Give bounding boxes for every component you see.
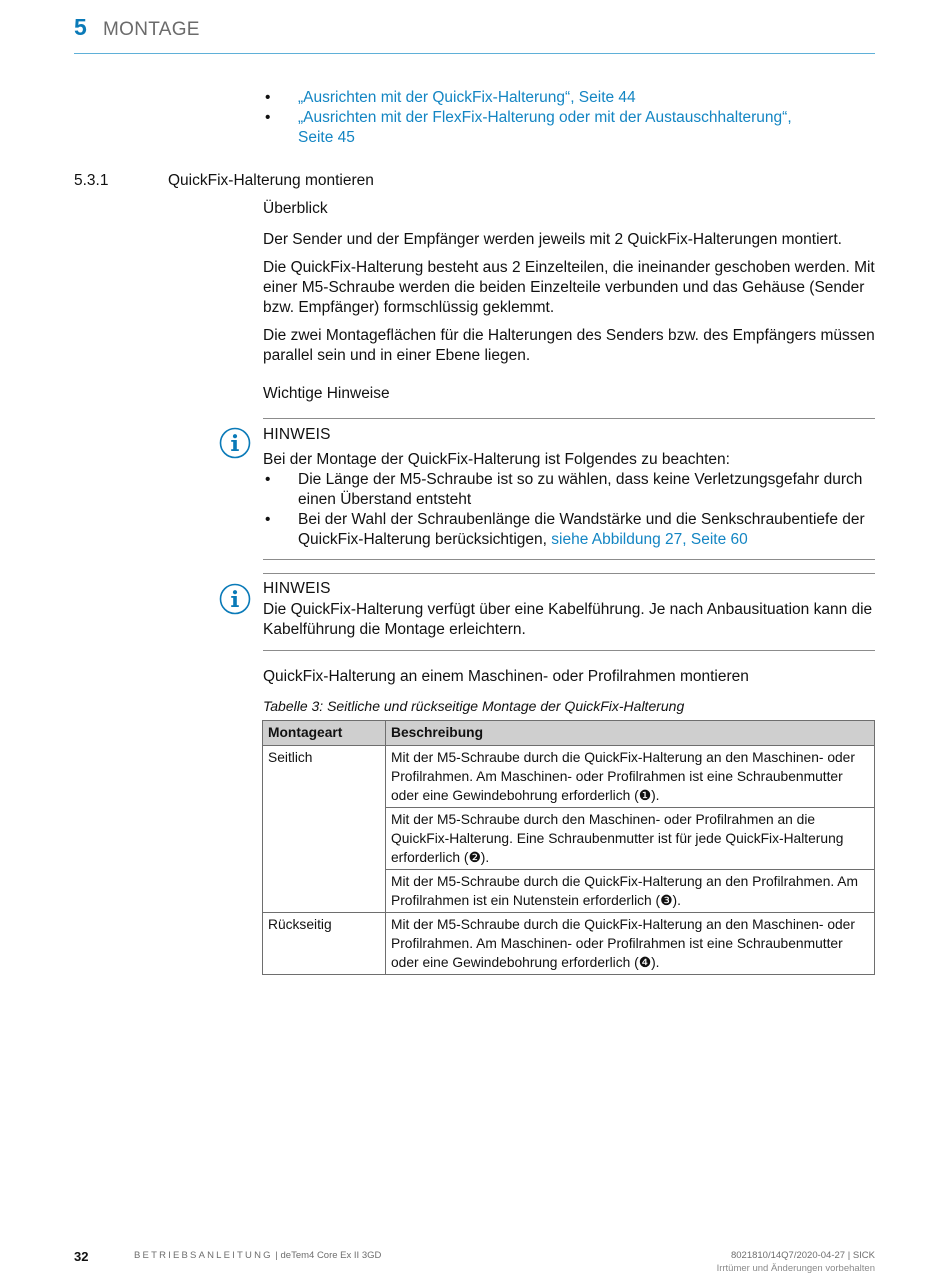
table-row: [263, 913, 875, 975]
info-icon: [219, 583, 251, 615]
notice-bottom-rule: [263, 559, 875, 560]
table-header-row: [263, 721, 875, 746]
notice-text: Die QuickFix-Halterung verfügt über eine Kabelführung. Je nach Anbausituation kann die Kabelführung die Montage erleichtern.: [263, 601, 873, 638]
paragraph: Die QuickFix-Halterung besteht aus 2 Einzelteilen, die ineinander geschoben werden. Mit einer M5-Schraube werden die beiden Einzelteile verbunden und das Gehäuse (Sender bzw. Empfänger) formschlüssig geklemmt.: [263, 259, 875, 316]
table-cell-description: Mit der M5-Schraube durch die QuickFix-Halterung an den Maschinen- oder Profilrahmen. Am Maschinen- oder Profilrahmen ist eine Schraubenmutter oder eine Gewindebohrung erforderlich (❹).: [386, 913, 875, 975]
footer-document-title: [134, 1250, 381, 1261]
chapter-number: 5: [74, 14, 87, 40]
notice-top-rule: [263, 573, 875, 574]
notice-title: HINWEIS: [263, 426, 331, 443]
table-cell-description: Mit der M5-Schraube durch den Maschinen- oder Profilrahmen an die QuickFix-Halterung. Eine Schraubenmutter ist für jede QuickFix-Halterung erforderlich (❷).: [386, 808, 875, 870]
column-header: Beschreibung: [386, 721, 875, 746]
table-cell-mounting-type: Seitlich: [263, 746, 386, 913]
footer-product: | deTem4 Core Ex II 3GD: [272, 1250, 382, 1261]
notice-list: [263, 470, 875, 550]
overview-heading: Überblick: [263, 200, 328, 217]
link-text: „Ausrichten mit der FlexFix-Halterung oder mit der Austauschhalterung“,: [298, 109, 792, 126]
footer-doc-type: BETRIEBSANLEITUNG: [134, 1250, 273, 1261]
notice-bottom-rule: [263, 650, 875, 651]
bullet: •: [265, 89, 271, 106]
section-number: 5.3.1: [74, 172, 109, 189]
info-icon: [219, 427, 251, 459]
notice-intro: Bei der Montage der QuickFix-Halterung ist Folgendes zu beachten:: [263, 451, 730, 468]
link-flexfix-alignment[interactable]: [298, 109, 792, 146]
header-divider: [74, 53, 875, 54]
footer-document-id: 8021810/14Q7/2020-04-27 | SICK: [730, 1250, 875, 1261]
cross-reference-list: [263, 88, 875, 148]
link-quickfix-alignment[interactable]: „Ausrichten mit der QuickFix-Halterung“, Seite 44: [298, 89, 636, 106]
bullet: •: [265, 471, 271, 488]
mounting-table: [262, 720, 875, 975]
list-item-text: Bei der Wahl der Schraubenlänge die Wandstärke und die Senkschraubentiefe der QuickFix-Halterung berücksichtigen,: [298, 511, 865, 548]
table-cell-description: Mit der M5-Schraube durch die QuickFix-Halterung an den Profilrahmen. Am Profilrahmen ist ein Nutenstein erforderlich (❸).: [386, 870, 875, 913]
table-cell-description: Mit der M5-Schraube durch die QuickFix-Halterung an den Maschinen- oder Profilrahmen. Am Maschinen- oder Profilrahmen ist eine Schraubenmutter oder eine Gewindebohrung erforderlich (❶).: [386, 746, 875, 808]
bullet: •: [265, 109, 271, 126]
mounting-heading: QuickFix-Halterung an einem Maschinen- oder Profilrahmen montieren: [263, 668, 749, 685]
page-number: 32: [74, 1249, 89, 1264]
list-item: [263, 470, 875, 510]
bullet: •: [265, 511, 271, 528]
important-notes-heading: Wichtige Hinweise: [263, 385, 390, 402]
list-item: [263, 108, 875, 148]
list-item: [263, 88, 875, 108]
footer-disclaimer: Irrtümer und Änderungen vorbehalten: [716, 1263, 875, 1274]
column-header: Montageart: [263, 721, 386, 746]
link-text: Seite 45: [298, 129, 355, 146]
notice-title: HINWEIS: [263, 580, 331, 597]
link-figure-27[interactable]: siehe Abbildung 27, Seite 60: [551, 531, 748, 548]
list-item: [263, 510, 875, 550]
table-cell-mounting-type: Rückseitig: [263, 913, 386, 975]
chapter-title: MONTAGE: [103, 19, 200, 40]
paragraph: Die zwei Montageflächen für die Halterungen des Senders bzw. des Empfängers müssen parallel sein und in einer Ebene liegen.: [263, 327, 875, 364]
section-title: QuickFix-Halterung montieren: [168, 172, 374, 189]
notice-top-rule: [263, 418, 875, 419]
table-row: [263, 746, 875, 808]
list-item-text: Die Länge der M5-Schraube ist so zu wählen, dass keine Verletzungsgefahr durch einen Überstand entsteht: [298, 471, 863, 508]
table-caption: Tabelle 3: Seitliche und rückseitige Montage der QuickFix-Halterung: [263, 698, 685, 714]
paragraph: Der Sender und der Empfänger werden jeweils mit 2 QuickFix-Halterungen montiert.: [263, 231, 842, 248]
